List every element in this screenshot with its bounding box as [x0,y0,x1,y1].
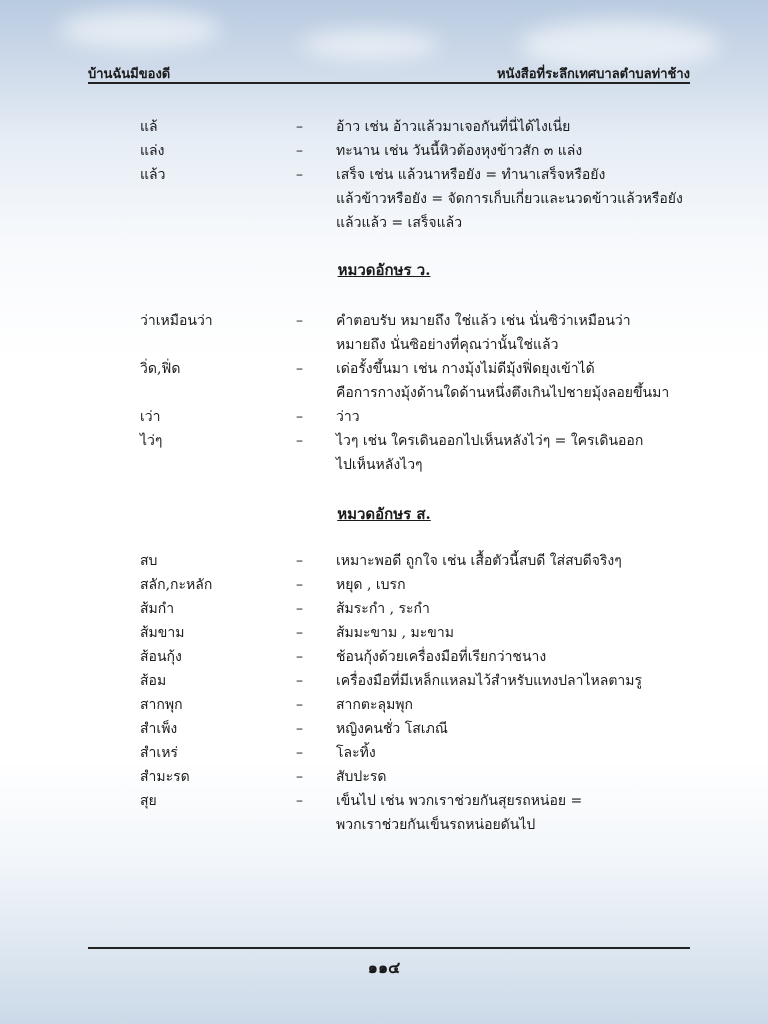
definition-line: แล้วข้าวหรือยัง = จัดการเก็บเกี่ยวและนวดข้าวแล้วหรือยัง [336,191,683,207]
definition-line: หมายถึง นั่นซิอย่างที่คุณว่านั้นใช่แล้ว [336,337,559,353]
entry-term: ส้อม [140,673,167,689]
page-number: ๑๑๔ [367,958,401,977]
entry-term: เว่า [140,409,161,425]
definition-line: ทะนาน เช่น วันนี้หิวต้องหุงข้าวสัก ๓ แล่ง [336,143,583,159]
definition-line: คือการกางมุ้งด้านใดด้านหนึ่งตึงเกินไปชายมุ้งลอยขึ้นมา [336,385,670,401]
entry-definition [336,429,716,477]
entry-dash: – [296,625,303,641]
entry-dash: – [296,313,303,329]
entry-definition [336,645,716,669]
entry-definition [336,765,716,789]
entry-definition [336,597,716,621]
entry-dash: – [296,143,303,159]
definition-line: แล้วแล้ว = เสร็จแล้ว [336,215,463,231]
entry-term: ส้อนกุ้ง [140,649,182,665]
entry-term: สากพุก [140,697,183,713]
definition-line: โละทิ้ง [336,745,376,761]
entry-definition [336,309,716,357]
definition-line: อ้าว เช่น อ้าวแล้วมาเจอกันที่นี่ได้ไงเนี่ย [336,119,571,135]
entry-dash: – [296,577,303,593]
footer-divider [88,947,690,949]
definition-line: เหมาะพอดี ถูกใจ เช่น เสื้อตัวนี้สบดี ใส่สบดีจริงๆ [336,553,622,569]
entry-definition [336,621,716,645]
entry-dash: – [296,793,303,809]
entry-dash: – [296,119,303,135]
entry-term: แล้ว [140,167,166,183]
entry-definition [336,549,716,573]
page-header [88,60,690,84]
entry-definition [336,357,716,405]
entry-dash: – [296,745,303,761]
entry-term: แล่ง [140,143,165,159]
definition-line: เครื่องมือที่มีเหล็กแหลมไว้สำหรับแทงปลาไหลตามรู [336,673,643,689]
entry-term: ส้มกำ [140,601,175,617]
entry-definition [336,789,716,837]
definition-line: เด่อรั้งขึ้นมา เช่น กางมุ้งไม่ดีมุ้งฟิ่ดยุงเข้าได้ [336,361,595,377]
entry-term: ไว่ๆ [140,433,163,449]
entry-dash: – [296,409,303,425]
entry-dash: – [296,433,303,449]
entry-definition [336,693,716,717]
entry-dash: – [296,553,303,569]
entry-definition [336,139,716,163]
entry-term: สุย [140,793,157,809]
entry-definition [336,717,716,741]
header-publication-title: หนังสือที่ระลึกเทศบาลตำบลท่าช้าง [496,67,690,82]
entry-dash: – [296,673,303,689]
entry-term: สลัก,กะหลัก [140,577,213,593]
definition-line: สับปะรด [336,769,387,785]
entry-dash: – [296,697,303,713]
definition-line: พวกเราช่วยกันเข็นรถหน่อยดันไป [336,817,536,833]
entry-term: วิ่ด,ฟิ่ด [140,361,181,377]
entry-definition [336,741,716,765]
section-heading: หมวดอักษร ว. [337,261,431,279]
definition-line: หยุด , เบรก [336,577,406,593]
entry-definition [336,163,716,235]
entry-dash: – [296,649,303,665]
entry-term: ว่าเหมือนว่า [140,313,213,329]
entry-definition [336,405,716,429]
section-heading: หมวดอักษร ส. [337,505,431,523]
entry-term: สำเพ็ง [140,721,178,737]
definition-line: ส้มมะขาม , มะขาม [336,625,454,641]
definition-line: หญิงคนชั่ว โสเภณี [336,721,448,737]
entry-term: สำมะรด [140,769,190,785]
definition-line: ส้มระกำ , ระกำ [336,601,430,617]
entry-term: สำเหร่ [140,745,178,761]
definition-line: ไปเห็นหลังไวๆ [336,457,423,473]
definition-line: สากตะลุมพุก [336,697,414,713]
definition-line: คำตอบรับ หมายถึง ใช่แล้ว เช่น นั่นซิว่าเหมือนว่า [336,313,631,329]
definition-line: ช้อนกุ้งด้วยเครื่องมือที่เรียกว่าชนาง [336,649,547,665]
entry-definition [336,573,716,597]
entry-dash: – [296,361,303,377]
definition-line: เข็นไป เช่น พวกเราช่วยกันสุยรถหน่อย = [336,793,583,809]
entry-dash: – [296,167,303,183]
definition-line: ว่าว [336,409,360,425]
entry-term: ส้มขาม [140,625,185,641]
entry-definition [336,669,716,693]
entry-term: สบ [140,553,158,569]
entry-dash: – [296,721,303,737]
header-book-title: บ้านฉันมีของดี [88,67,171,82]
definition-line: เสร็จ เช่น แล้วนาหรือยัง = ทำนาเสร็จหรือยัง [336,167,606,183]
entry-dash: – [296,601,303,617]
entry-dash: – [296,769,303,785]
definition-line: ไวๆ เช่น ใครเดินออกไปเห็นหลังไว่ๆ = ใครเดินออก [336,433,644,449]
entry-term: แล้ [140,119,158,135]
entry-definition [336,115,716,139]
